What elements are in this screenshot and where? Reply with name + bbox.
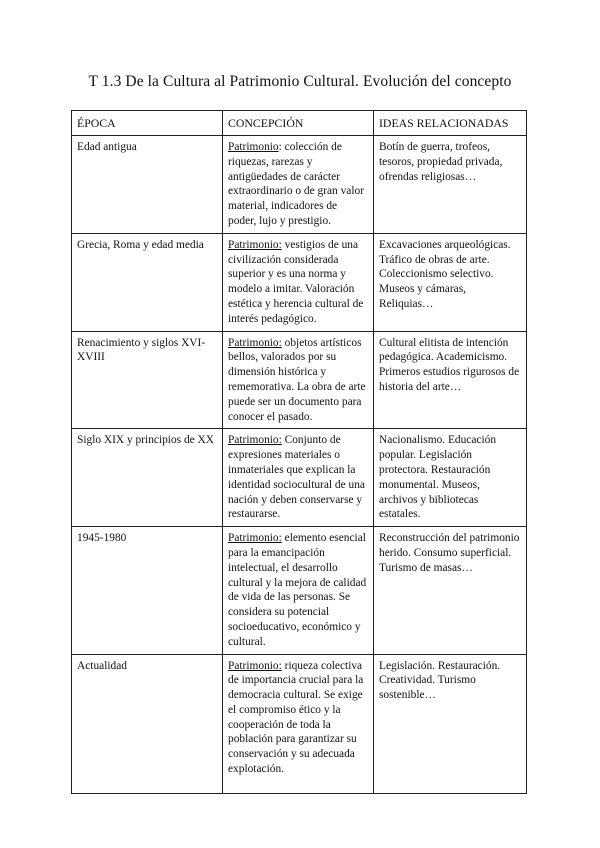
patrimonio-term: Patrimonio: — [228, 336, 282, 349]
concepcion-text: riqueza colectiva de importancia crucial para la democracia cultural. Se exige el compromiso ético y la cooperación de toda la población para garantizar su conservación y su adecuada explotación. — [228, 659, 364, 776]
cell-ideas: Legislación. Restauración. Creatividad. Turismo sostenible… — [374, 654, 527, 793]
cell-epoca: Siglo XIX y principios de XX — [72, 429, 223, 527]
cell-ideas: Nacionalismo. Educación popular. Legislación protectora. Restauración monumental. Museos, archivos y bibliotecas estatales. — [374, 429, 527, 527]
cell-epoca: Renacimiento y siglos XVI-XVIII — [72, 331, 223, 429]
cell-concepcion — [223, 233, 374, 331]
table-row — [72, 654, 527, 793]
header-epoca: ÉPOCA — [72, 111, 223, 136]
cell-epoca: Grecia, Roma y edad media — [72, 233, 223, 331]
header-concepcion: CONCEPCIÓN — [223, 111, 374, 136]
cell-ideas: Excavaciones arqueológicas. Tráfico de obras de arte. Coleccionismo selectivo. Museos y cámaras, Reliquias… — [374, 233, 527, 331]
concepcion-text: vestigios de una civilización considerada superior y es una norma y modelo a imitar. Valoración estética y herencia cultural de interés pedagógico. — [228, 238, 364, 325]
cell-ideas: Botín de guerra, trofeos, tesoros, propiedad privada, ofrendas religiosas… — [374, 136, 527, 234]
document-title: T 1.3 De la Cultura al Patrimonio Cultural. Evolución del concepto — [88, 73, 512, 90]
cell-ideas: Reconstrucción del patrimonio herido. Consumo superficial. Turismo de masas… — [374, 527, 527, 654]
cell-epoca: Edad antigua — [72, 136, 223, 234]
cell-concepcion — [223, 654, 374, 793]
cell-epoca: 1945-1980 — [72, 527, 223, 654]
concepcion-text: objetos artísticos bellos, valorados por su dimensión histórica y rememorativa. La obra de arte puede ser un documento para conocer el pasado. — [228, 336, 366, 423]
cell-concepcion — [223, 527, 374, 654]
table-row — [72, 429, 527, 527]
table-row — [72, 331, 527, 429]
table-header-row — [72, 111, 527, 136]
patrimonio-term: Patrimonio: — [228, 532, 282, 545]
patrimonio-term: Patrimonio: — [228, 434, 282, 447]
concepcion-text: : colección de riquezas, rarezas y antigüedades de carácter extraordinario o de gran valor material, indicadores de poder, lujo y prestigio. — [228, 141, 364, 227]
patrimonio-term: Patrimonio: — [228, 659, 282, 672]
concepcion-text: elemento esencial para la emancipación intelectual, el desarrollo cultural y la mejora de calidad de vida de las personas. Se considera su potencial socioeducativo, económico y cultural. — [228, 532, 367, 648]
concepcion-text: Conjunto de expresiones materiales o inmateriales que explican la identidad sociocultural de una nación y deben conservarse y restaurarse. — [228, 434, 365, 521]
table-row — [72, 136, 527, 234]
cell-epoca: Actualidad — [72, 654, 223, 793]
patrimonio-term: Patrimonio — [228, 141, 279, 153]
table-row — [72, 527, 527, 654]
header-ideas: IDEAS RELACIONADAS — [374, 111, 527, 136]
cell-ideas: Cultural elitista de intención pedagógica. Academicismo. Primeros estudios rigurosos de historia del arte… — [374, 331, 527, 429]
patrimonio-term: Patrimonio: — [228, 238, 282, 251]
cell-concepcion — [223, 136, 374, 234]
cell-concepcion — [223, 429, 374, 527]
cell-concepcion — [223, 331, 374, 429]
table-row — [72, 233, 527, 331]
concept-evolution-table — [71, 110, 527, 794]
